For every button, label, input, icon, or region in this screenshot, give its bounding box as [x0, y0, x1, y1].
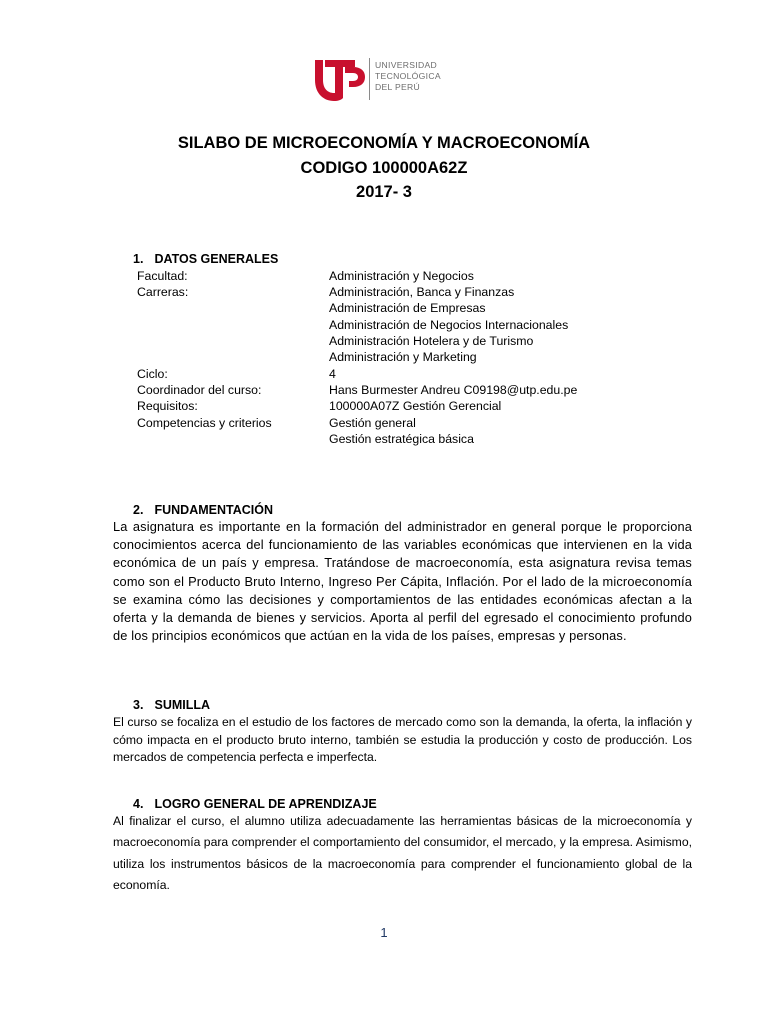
- section-title: SUMILLA: [154, 698, 211, 712]
- general-value-competencia: Gestión general: [329, 416, 416, 430]
- section-number: 2.: [133, 503, 144, 517]
- course-code: CODIGO 100000A62Z: [300, 159, 468, 177]
- logo-divider: [369, 58, 370, 100]
- course-period: 2017- 3: [356, 183, 412, 201]
- section-heading-fundamentacion: [133, 503, 273, 517]
- fundamentacion-paragraph: La asignatura es importante en la formación del administrador en general porque le proporciona conocimientos acerca del funcionamiento de las variables económicas que intervienen en la vida económica de un país y empresa. Tratándose de macroeconomía, esta asignatura revisa temas como son el Producto Bruto Interno, Ingreso Per Cápita, Inflación. Por el lado de la microeconomía se examina cómo las decisiones y comportamientos de las entidades económicas afectan a la oferta y la demanda de bienes y servicios. Aporta al perfil del egresado el conocimiento profundo de los principios económicos que actúan en la vida de los países, empresas y personas.: [113, 519, 692, 644]
- section-number: 4.: [133, 797, 144, 811]
- general-label-facultad: Facultad:: [137, 269, 188, 283]
- general-value-coordinador: Hans Burmester Andreu C09198@utp.edu.pe: [329, 383, 578, 397]
- logro-paragraph: Al finalizar el curso, el alumno utiliza adecuadamente las herramientas básicas de la microeconomía y macroeconomía para comprender el comportamiento del consumidor, el mercado, y la empresa. Asimismo, utiliza los instrumentos básicos de la macroeconomía para comprender el funcionamiento global de la economía.: [113, 814, 692, 893]
- sumilla-paragraph: El curso se focaliza en el estudio de los factores de mercado como son la demanda, la oferta, la inflación y cómo impacta en el producto bruto interno, también se estudia la producción y costo de producción. Los mercados de competencia perfecta e imperfecta.: [113, 715, 692, 765]
- logo-line-3: DEL PERÚ: [375, 82, 421, 92]
- general-value-carrera: Administración de Empresas: [329, 301, 486, 315]
- general-label-ciclo: Ciclo:: [137, 367, 168, 381]
- section-title: FUNDAMENTACIÓN: [154, 503, 273, 517]
- section-title: DATOS GENERALES: [154, 252, 279, 266]
- section-heading-logro: [133, 797, 377, 811]
- section-title: LOGRO GENERAL DE APRENDIZAJE: [154, 797, 377, 811]
- general-label-requisitos: Requisitos:: [137, 399, 198, 413]
- section-number: 3.: [133, 698, 144, 712]
- logo-line-2: TECNOLÓGICA: [375, 71, 441, 81]
- section-heading-sumilla: [133, 698, 210, 712]
- general-value-carrera: Administración Hotelera y de Turismo: [329, 334, 534, 348]
- general-label-competencias: Competencias y criterios: [137, 416, 272, 430]
- logo-line-1: UNIVERSIDAD: [375, 60, 438, 70]
- general-value-carrera: Administración y Marketing: [329, 350, 477, 364]
- general-value-requisitos: 100000A07Z Gestión Gerencial: [329, 399, 502, 413]
- general-label-coordinador: Coordinador del curso:: [137, 383, 262, 397]
- document-title: SILABO DE MICROECONOMÍA Y MACROECONOMÍA: [177, 134, 591, 152]
- page-number: 1: [380, 925, 388, 940]
- general-value-carrera: Administración de Negocios Internacionales: [329, 318, 569, 332]
- utp-logo: [312, 54, 482, 106]
- section-number: 1.: [133, 252, 144, 266]
- general-value-ciclo: 4: [329, 367, 336, 381]
- general-label-carreras: Carreras:: [137, 285, 189, 299]
- general-value-carrera: Administración, Banca y Finanzas: [329, 285, 515, 299]
- utp-logo-mark-icon: [312, 54, 368, 104]
- general-value-competencia: Gestión estratégica básica: [329, 432, 474, 446]
- logo-wordmark: [375, 60, 441, 93]
- general-value-facultad: Administración y Negocios: [329, 269, 474, 283]
- section-heading-datos-generales: [133, 252, 278, 266]
